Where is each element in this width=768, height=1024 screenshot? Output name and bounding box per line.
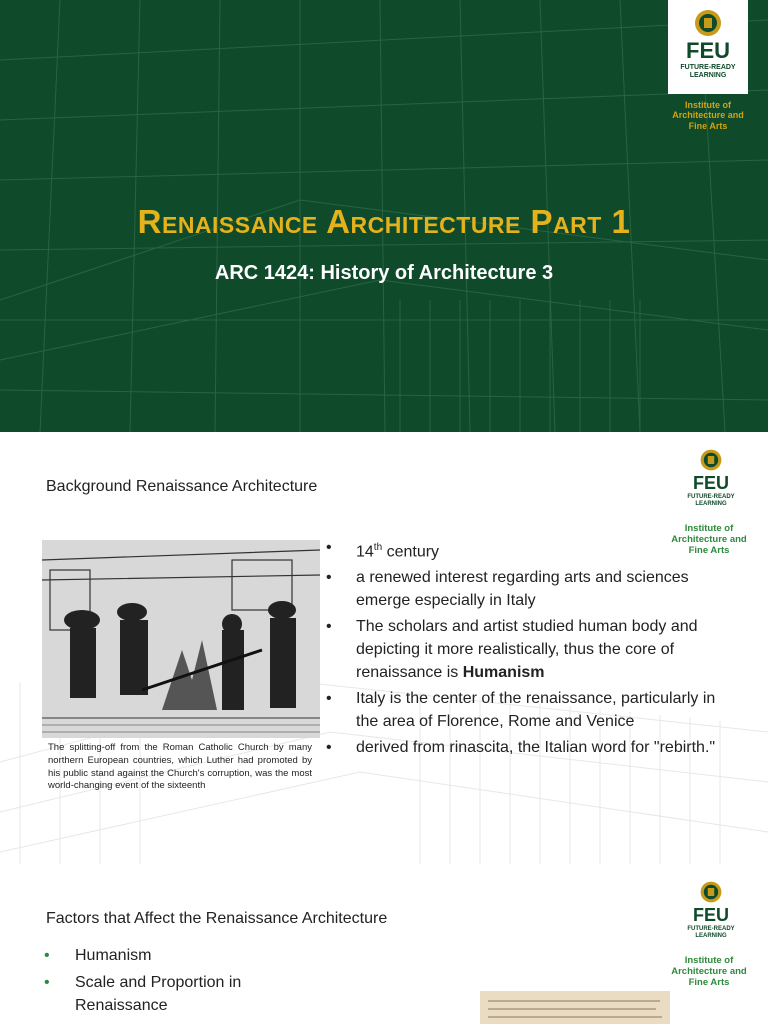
- slide-subtitle: ARC 1424: History of Architecture 3: [214, 262, 554, 284]
- institute-name: [659, 956, 759, 989]
- feu-wordmark: FEU: [693, 905, 729, 925]
- institute-line-2: Architecture and: [672, 110, 744, 121]
- bullet-century: • 14th century: [320, 536, 720, 563]
- institute-line-1: Institute of: [684, 523, 734, 534]
- section-heading: Factors that Affect the Renaissance Architecture: [46, 910, 388, 927]
- feu-logo: [668, 0, 748, 94]
- factors-slide: [0, 864, 768, 1024]
- institute-line-1: Institute of: [685, 100, 731, 110]
- feu-seal-icon: [699, 448, 723, 472]
- feu-tagline-line1: FUTURE-READY: [687, 494, 735, 500]
- manuscript-image: [480, 991, 670, 1024]
- institute-line-3: Fine Arts: [688, 976, 730, 988]
- feu-wordmark: FEU: [686, 38, 730, 63]
- feu-wordmark: FEU: [693, 473, 729, 493]
- manuscript-script-graphic: [480, 991, 670, 1024]
- institute-line-3: Fine Arts: [688, 120, 728, 131]
- title-slide: [0, 0, 768, 432]
- institute-line-2: Architecture and: [671, 965, 747, 977]
- bullet-list: [44, 944, 304, 1021]
- bullet-renewed-interest: • a renewed interest regarding arts and sciences emerge especially in Italy: [320, 566, 720, 612]
- feu-seal-icon: [699, 880, 723, 904]
- slide-title: Renaissance Architecture Part 1: [137, 203, 631, 240]
- feu-tagline-line2: LEARNING: [695, 500, 727, 507]
- feu-logo: [680, 874, 742, 948]
- feu-seal-icon: [693, 8, 723, 38]
- feu-tagline-line2: LEARNING: [695, 932, 727, 939]
- bullet-humanism: • Humanism: [44, 944, 304, 967]
- institute-name: [655, 100, 761, 131]
- institute-line-2: Architecture and: [671, 533, 747, 545]
- feu-tagline-line2: LEARNING: [689, 71, 727, 79]
- bullet-italy-center: • Italy is the center of the renaissance, particularly in the area of Florence, Rome and Venice: [320, 687, 720, 733]
- feu-tagline-line1: FUTURE-READY: [687, 926, 735, 932]
- bullet-list: [320, 536, 720, 762]
- image-caption: The splitting-off from the Roman Catholic Church by many northern European countries, which Luther had promoted by his public stand against the Church's corruption, was the most world-changing event of the sixteenth: [48, 742, 312, 792]
- bullet-scale-proportion: • Scale and Proportion in Renaissance: [44, 971, 304, 1017]
- institute-line-1: Institute of: [684, 955, 734, 966]
- bullet-rinascita: • derived from rinascita, the Italian word for "rebirth.": [320, 736, 720, 759]
- reformation-engraving-image: [42, 540, 320, 738]
- bullet-humanism: • The scholars and artist studied human body and depicting it more realistically, thus the core of renaissance is Humanism: [320, 615, 720, 684]
- section-heading: Background Renaissance Architecture: [46, 478, 318, 495]
- institute-line-3: Fine Arts: [688, 544, 730, 556]
- background-slide: [0, 432, 768, 864]
- feu-tagline-line1: FUTURE-READY: [680, 64, 736, 71]
- feu-logo: [680, 442, 742, 516]
